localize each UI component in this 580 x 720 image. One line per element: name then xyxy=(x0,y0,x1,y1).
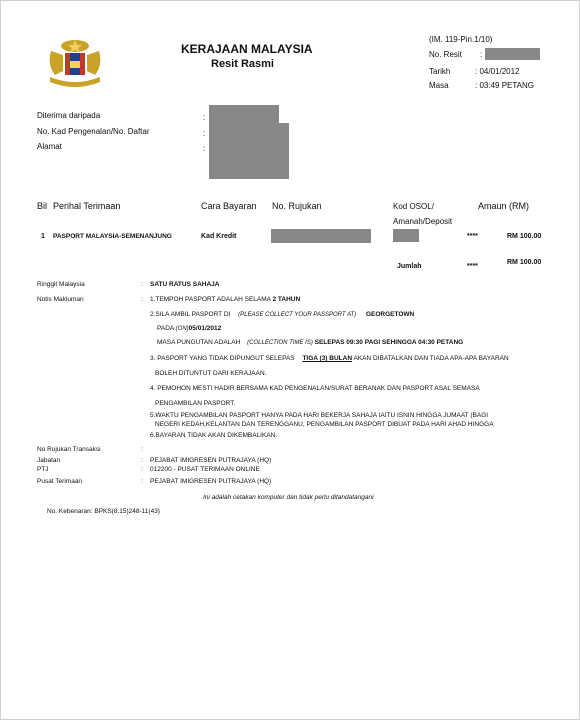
diterima-label: Diterima daripada xyxy=(37,111,101,120)
notis-3-period: TIGA (3) BULAN xyxy=(302,355,353,362)
col-kod-2: Amanah/Deposit xyxy=(393,217,453,226)
total-label: Jumlah xyxy=(397,263,422,270)
tarikh-label: Tarikh xyxy=(429,67,451,76)
notis-3 xyxy=(150,355,509,362)
notis-2-date-value: 05/01/2012 xyxy=(188,325,222,332)
row-cara: Kad Kredit xyxy=(201,233,237,240)
redacted-reference xyxy=(271,229,371,243)
notis-1-text: 1.TEMPOH PASPORT ADALAH SELAMA xyxy=(150,296,273,303)
notis-2-collection: (COLLECTION TIME IS) xyxy=(247,340,313,346)
notis-1 xyxy=(150,296,300,303)
col-bil: Bil xyxy=(37,201,48,211)
notis-3-rest: AKAN DIBATALKAN DAN TIADA APA-APA BAYARAN xyxy=(353,355,509,362)
row-amaun: RM 100.00 xyxy=(507,233,542,240)
notis-2-location: GEORGETOWN xyxy=(365,311,415,318)
notis-5: 5.WAKTU PENGAMBILAN PASPORT HANYA PADA HARI BEKERJA SAHAJA IAITU ISNIN HINGGA JUMAAT (BAGI xyxy=(150,412,489,419)
notis-2-time-value: SELEPAS 09:30 PAGI SEHINGGA 04:30 PETANG xyxy=(314,339,464,346)
alamat-label: Alamat xyxy=(37,142,62,151)
form-code: (IM. 119-Pin.1/10) xyxy=(429,35,493,44)
notis-4-line2: PENGAMBILAN PASPORT. xyxy=(155,400,236,407)
notis-2-text: 2.SILA AMBIL PASPORT DI xyxy=(150,311,231,318)
notis-2-pada: PADA xyxy=(157,325,174,332)
rujukan-sep: : xyxy=(141,446,143,453)
pusat-label: Pusat Terimaan xyxy=(37,478,83,485)
notis-2 xyxy=(150,311,414,318)
kad-sep: : xyxy=(203,129,206,138)
page-title: KERAJAAN MALAYSIA xyxy=(181,42,313,56)
pusat-sep: : xyxy=(141,478,143,485)
pusat-value: PEJABAT IMIGRESEN PUTRAJAYA (HQ) xyxy=(150,478,272,485)
jabatan-value: PEJABAT IMIGRESEN PUTRAJAYA (HQ) xyxy=(150,457,272,464)
tarikh-value: : 04/01/2012 xyxy=(475,67,520,76)
col-rujukan: No. Rujukan xyxy=(272,201,322,211)
notis-2-on: (ON) xyxy=(175,326,189,332)
page-subtitle: Resit Rasmi xyxy=(211,58,274,70)
diterima-sep: : xyxy=(203,113,206,122)
no-resit-label: No. Resit xyxy=(429,50,462,59)
col-cara: Cara Bayaran xyxy=(201,201,257,211)
row-bil: 1 xyxy=(41,233,45,240)
masa-label: Masa xyxy=(429,81,449,90)
redacted-id-address xyxy=(209,123,289,179)
notis-2-english: (PLEASE COLLECT YOUR PASSPORT AT) xyxy=(238,312,357,318)
kad-label: No. Kad Pengenalan/No. Daftar xyxy=(37,127,150,136)
notis-4: 4. PEMOHON MESTI HADIR BERSAMA KAD PENGENALAN/SURAT BERANAK DAN PASPORT ASAL SEMASA xyxy=(150,385,480,392)
no-resit-sep: : xyxy=(480,50,483,59)
notis-6: 6.BAYARAN TIDAK AKAN DIKEMBALIKAN. xyxy=(150,432,278,439)
ringgit-value: SATU RATUS SAHAJA xyxy=(150,281,220,288)
total-stars: **** xyxy=(467,263,478,270)
malaysia-coat-of-arms-icon xyxy=(45,37,105,89)
ringgit-label: Ringgit Malaysia xyxy=(37,281,85,288)
rujukan-label: No Rujukan Transaksi xyxy=(37,446,101,453)
ptj-sep: : xyxy=(141,466,143,473)
redacted-payer-name xyxy=(209,105,279,123)
col-kod: Kod OSOL/ xyxy=(393,202,434,211)
total-amaun: RM 100.00 xyxy=(507,259,542,266)
notis-3-text: 3. PASPORT YANG TIDAK DIPUNGUT SELEPAS xyxy=(150,355,295,362)
notis-sep: : xyxy=(141,296,143,303)
notis-2-date xyxy=(157,325,221,332)
ptj-value: 012200 - PUSAT TERIMAAN ONLINE xyxy=(150,466,260,473)
computer-print-note: Ini adalah cetakan komputer dan tidak perlu ditandatangani xyxy=(203,494,374,501)
notis-3-line2: BOLEH DITUNTUT DARI KERAJAAN. xyxy=(155,370,267,377)
col-amaun: Amaun (RM) xyxy=(478,201,530,211)
notis-2-masa: MASA PUNGUTAN ADALAH xyxy=(157,339,241,346)
redacted-receipt-number xyxy=(485,48,540,60)
row-perihal: PASPORT MALAYSIA-SEMENANJUNG xyxy=(53,233,172,240)
notis-5-line2: NEGERI KEDAH,KELANTAN DAN TERENGGANU, PENGAMBILAN PASPORT DIBUAT PADA HARI AHAD HINGGA xyxy=(155,421,494,428)
ringgit-sep: : xyxy=(141,281,143,288)
notis-2-time xyxy=(157,339,463,346)
masa-value: : 03:49 PETANG xyxy=(475,81,534,90)
jabatan-label: Jabatan xyxy=(37,457,61,464)
row-stars: **** xyxy=(467,233,478,240)
kebenaran-number: No. Kebenaran: BPKS(8.15)248-11(43) xyxy=(47,508,160,515)
col-perihal: Perihal Terimaan xyxy=(53,201,121,211)
alamat-sep: : xyxy=(203,144,206,153)
notis-1-value: 2 TAHUN xyxy=(272,296,301,303)
jabatan-sep: : xyxy=(141,457,143,464)
ptj-label: PTJ xyxy=(37,466,49,473)
redacted-osol-code xyxy=(393,229,419,242)
notis-label: Notis Makluman xyxy=(37,296,84,303)
